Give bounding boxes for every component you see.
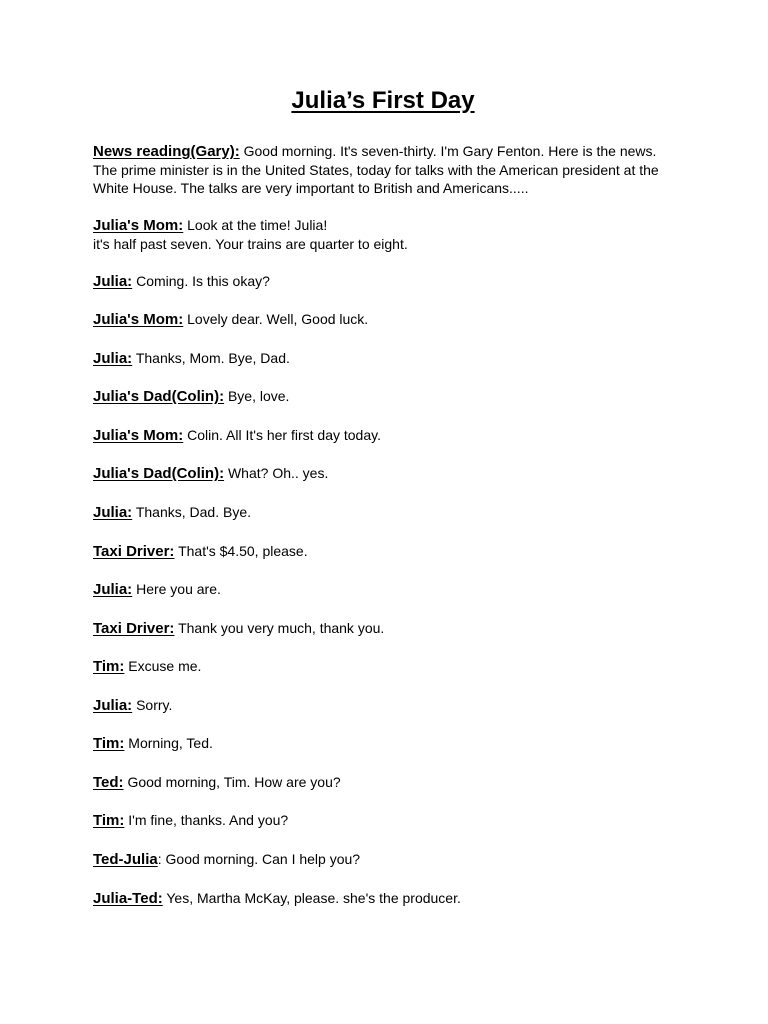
- line-text: Sorry.: [132, 697, 173, 713]
- speaker-label: Ted:: [93, 774, 124, 791]
- speaker-label: Julia:: [93, 697, 133, 714]
- line-text: Thanks, Dad. Bye.: [132, 504, 251, 520]
- line-text: Yes, Martha McKay, please. she's the producer.: [162, 890, 461, 906]
- line-text: Here you are.: [132, 581, 221, 597]
- dialogue-line: [93, 216, 683, 253]
- speaker-label: Taxi Driver:: [93, 543, 175, 560]
- line-text: What? Oh.. yes.: [224, 465, 329, 481]
- dialogue-line: [93, 349, 683, 368]
- speaker-label: Julia:: [93, 350, 133, 367]
- speaker-label: Taxi Driver:: [93, 620, 175, 637]
- line-text: Thank you very much, thank you.: [174, 620, 385, 636]
- line-text: Bye, love.: [224, 388, 290, 404]
- speaker-label: Julia's Dad(Colin):: [93, 465, 225, 482]
- dialogue-line: [93, 850, 683, 869]
- line-continuation: it's half past seven. Your trains are quarter to eight.: [93, 236, 408, 252]
- speaker-suffix: :: [157, 851, 162, 867]
- line-text: Colin. All It's her first day today.: [183, 427, 381, 443]
- line-text: Look at the time! Julia!: [183, 217, 328, 233]
- line-text: Good morning. Can I help you?: [161, 851, 361, 867]
- dialogue-line: [93, 387, 683, 406]
- speaker-label: Julia's Mom:: [93, 311, 184, 328]
- speaker-label: Julia's Dad(Colin):: [93, 388, 225, 405]
- dialogue-line: [93, 696, 683, 715]
- speaker-label: Tim:: [93, 812, 125, 829]
- dialogue-line: [93, 773, 683, 792]
- line-text: Good morning, Tim. How are you?: [123, 774, 341, 790]
- speaker-label: Julia's Mom:: [93, 427, 184, 444]
- dialogue-line: [93, 580, 683, 599]
- speaker-label: Tim:: [93, 658, 125, 675]
- dialogue-line: [93, 811, 683, 830]
- line-text: Morning, Ted.: [124, 735, 213, 751]
- dialogue-line: [93, 142, 683, 197]
- speaker-label: Julia:: [93, 273, 133, 290]
- dialogue-line: [93, 426, 683, 445]
- line-text: Thanks, Mom. Bye, Dad.: [132, 350, 290, 366]
- speaker-label: Julia:: [93, 581, 133, 598]
- dialogue-line: [93, 734, 683, 753]
- dialogue-line: [93, 272, 683, 291]
- line-text: I'm fine, thanks. And you?: [124, 812, 289, 828]
- dialogue-line: [93, 619, 683, 638]
- speaker-label: Ted-Julia: [93, 851, 158, 868]
- line-text: Good morning. It's seven-thirty. I'm Gary Fenton. Here is the news. The prime minister is in the United States, today for talks with the American president at the White House. The talks are very important to British and Americans.....: [93, 143, 659, 196]
- line-text: Coming. Is this okay?: [132, 273, 270, 289]
- line-text: That's $4.50, please.: [174, 543, 308, 559]
- dialogue-line: [93, 657, 683, 676]
- speaker-label: Julia:: [93, 504, 133, 521]
- dialogue-line: [93, 889, 683, 908]
- dialogue-line: [93, 542, 683, 561]
- line-text: Excuse me.: [124, 658, 202, 674]
- speaker-label: Tim:: [93, 735, 125, 752]
- speaker-label: Julia-Ted:: [93, 890, 163, 907]
- speaker-label: Julia's Mom:: [93, 217, 184, 234]
- line-text: Lovely dear. Well, Good luck.: [183, 311, 369, 327]
- dialogue-line: [93, 464, 683, 483]
- speaker-label: News reading(Gary):: [93, 143, 240, 160]
- document-title: Julia’s First Day: [291, 87, 475, 114]
- dialogue-line: [93, 503, 683, 522]
- dialogue-line: [93, 310, 683, 329]
